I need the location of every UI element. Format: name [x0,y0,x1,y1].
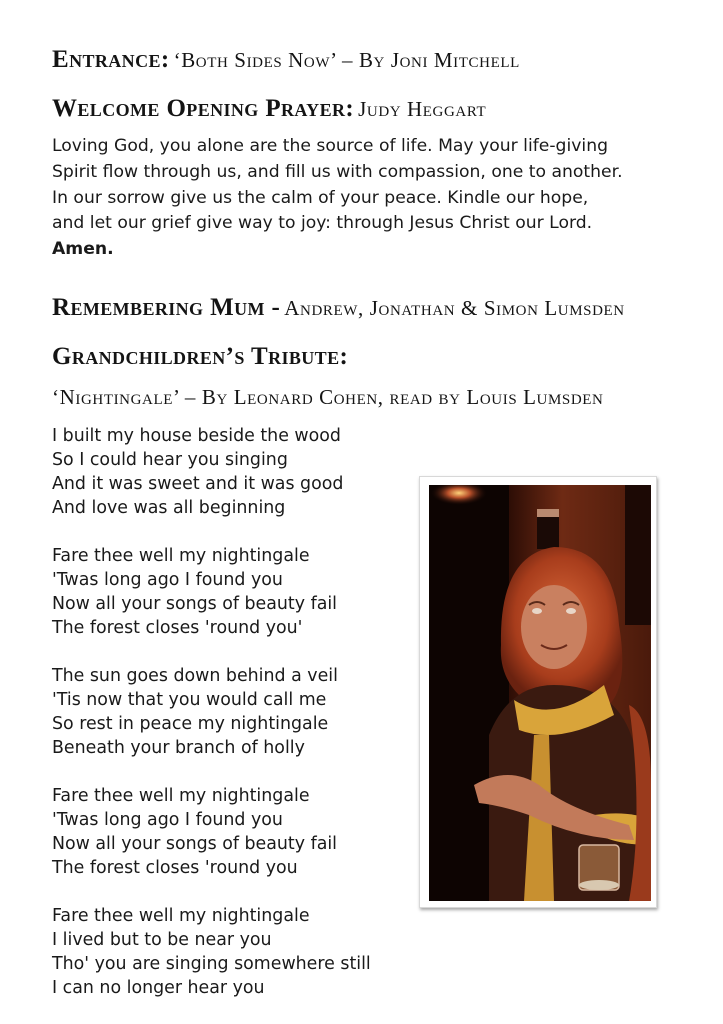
tribute-detail: ‘Nightingale’ – By Leonard Cohen, read by Louis Lumsden [52,385,604,409]
poem-nightingale [52,424,371,1024]
poem-stanza [52,784,371,880]
welcome-heading [52,95,486,123]
poem-line: I lived but to be near you [52,930,272,950]
prayer-line: Spirit flow through us, and fill us with compassion, one to another. [52,161,623,182]
poem-line: The forest closes 'round you [52,858,298,878]
poem-line: And love was all beginning [52,498,286,518]
poem-stanza [52,904,371,1000]
poem-line: 'Twas long ago I found you [52,570,283,590]
poem-line: Now all your songs of beauty fail [52,834,338,854]
poem-line: Fare thee well my nightingale [52,786,310,806]
entrance-detail: ‘Both Sides Now’ – By Joni Mitchell [173,48,520,72]
remembering-detail: Andrew, Jonathan & Simon Lumsden [284,296,625,320]
tribute-label: Grandchildren’s Tribute: [52,343,349,370]
tribute-heading [52,343,348,371]
poem-stanza [52,544,371,640]
poem-line: Fare thee well my nightingale [52,906,310,926]
opening-prayer [52,134,712,263]
poem-line: I built my house beside the wood [52,426,341,446]
poem-line: So I could hear you singing [52,450,288,470]
poem-stanza [52,424,371,520]
welcome-detail: Judy Heggart [358,97,487,121]
portrait-illustration [429,485,651,901]
remembering-heading [52,294,625,322]
poem-line: Fare thee well my nightingale [52,546,310,566]
memorial-photo [429,485,651,901]
remembering-label: Remembering Mum - [52,294,281,321]
photo-frame [419,476,657,908]
poem-line: 'Tis now that you would call me [52,690,327,710]
prayer-line: In our sorrow give us the calm of your peace. Kindle our hope, [52,187,589,208]
prayer-line: Loving God, you alone are the source of life. May your life-giving [52,136,608,156]
poem-stanza [52,664,371,760]
poem-line: And it was sweet and it was good [52,474,344,494]
poem-line: 'Twas long ago I found you [52,810,283,830]
entrance-heading [52,46,520,74]
tribute-subheading [52,385,603,410]
welcome-label: Welcome Opening Prayer: [52,95,355,122]
poem-line: Now all your songs of beauty fail [52,594,338,614]
poem-line: The forest closes 'round you' [52,618,303,638]
poem-line: I can no longer hear you [52,978,265,998]
poem-line: Beneath your branch of holly [52,738,305,758]
poem-line: So rest in peace my nightingale [52,714,329,734]
prayer-amen: Amen. [52,239,114,260]
poem-line: Tho' you are singing somewhere still [52,954,371,974]
poem-line: The sun goes down behind a veil [52,666,338,686]
prayer-line: and let our grief give way to joy: through Jesus Christ our Lord. [52,213,593,234]
entrance-label: Entrance: [52,46,170,73]
